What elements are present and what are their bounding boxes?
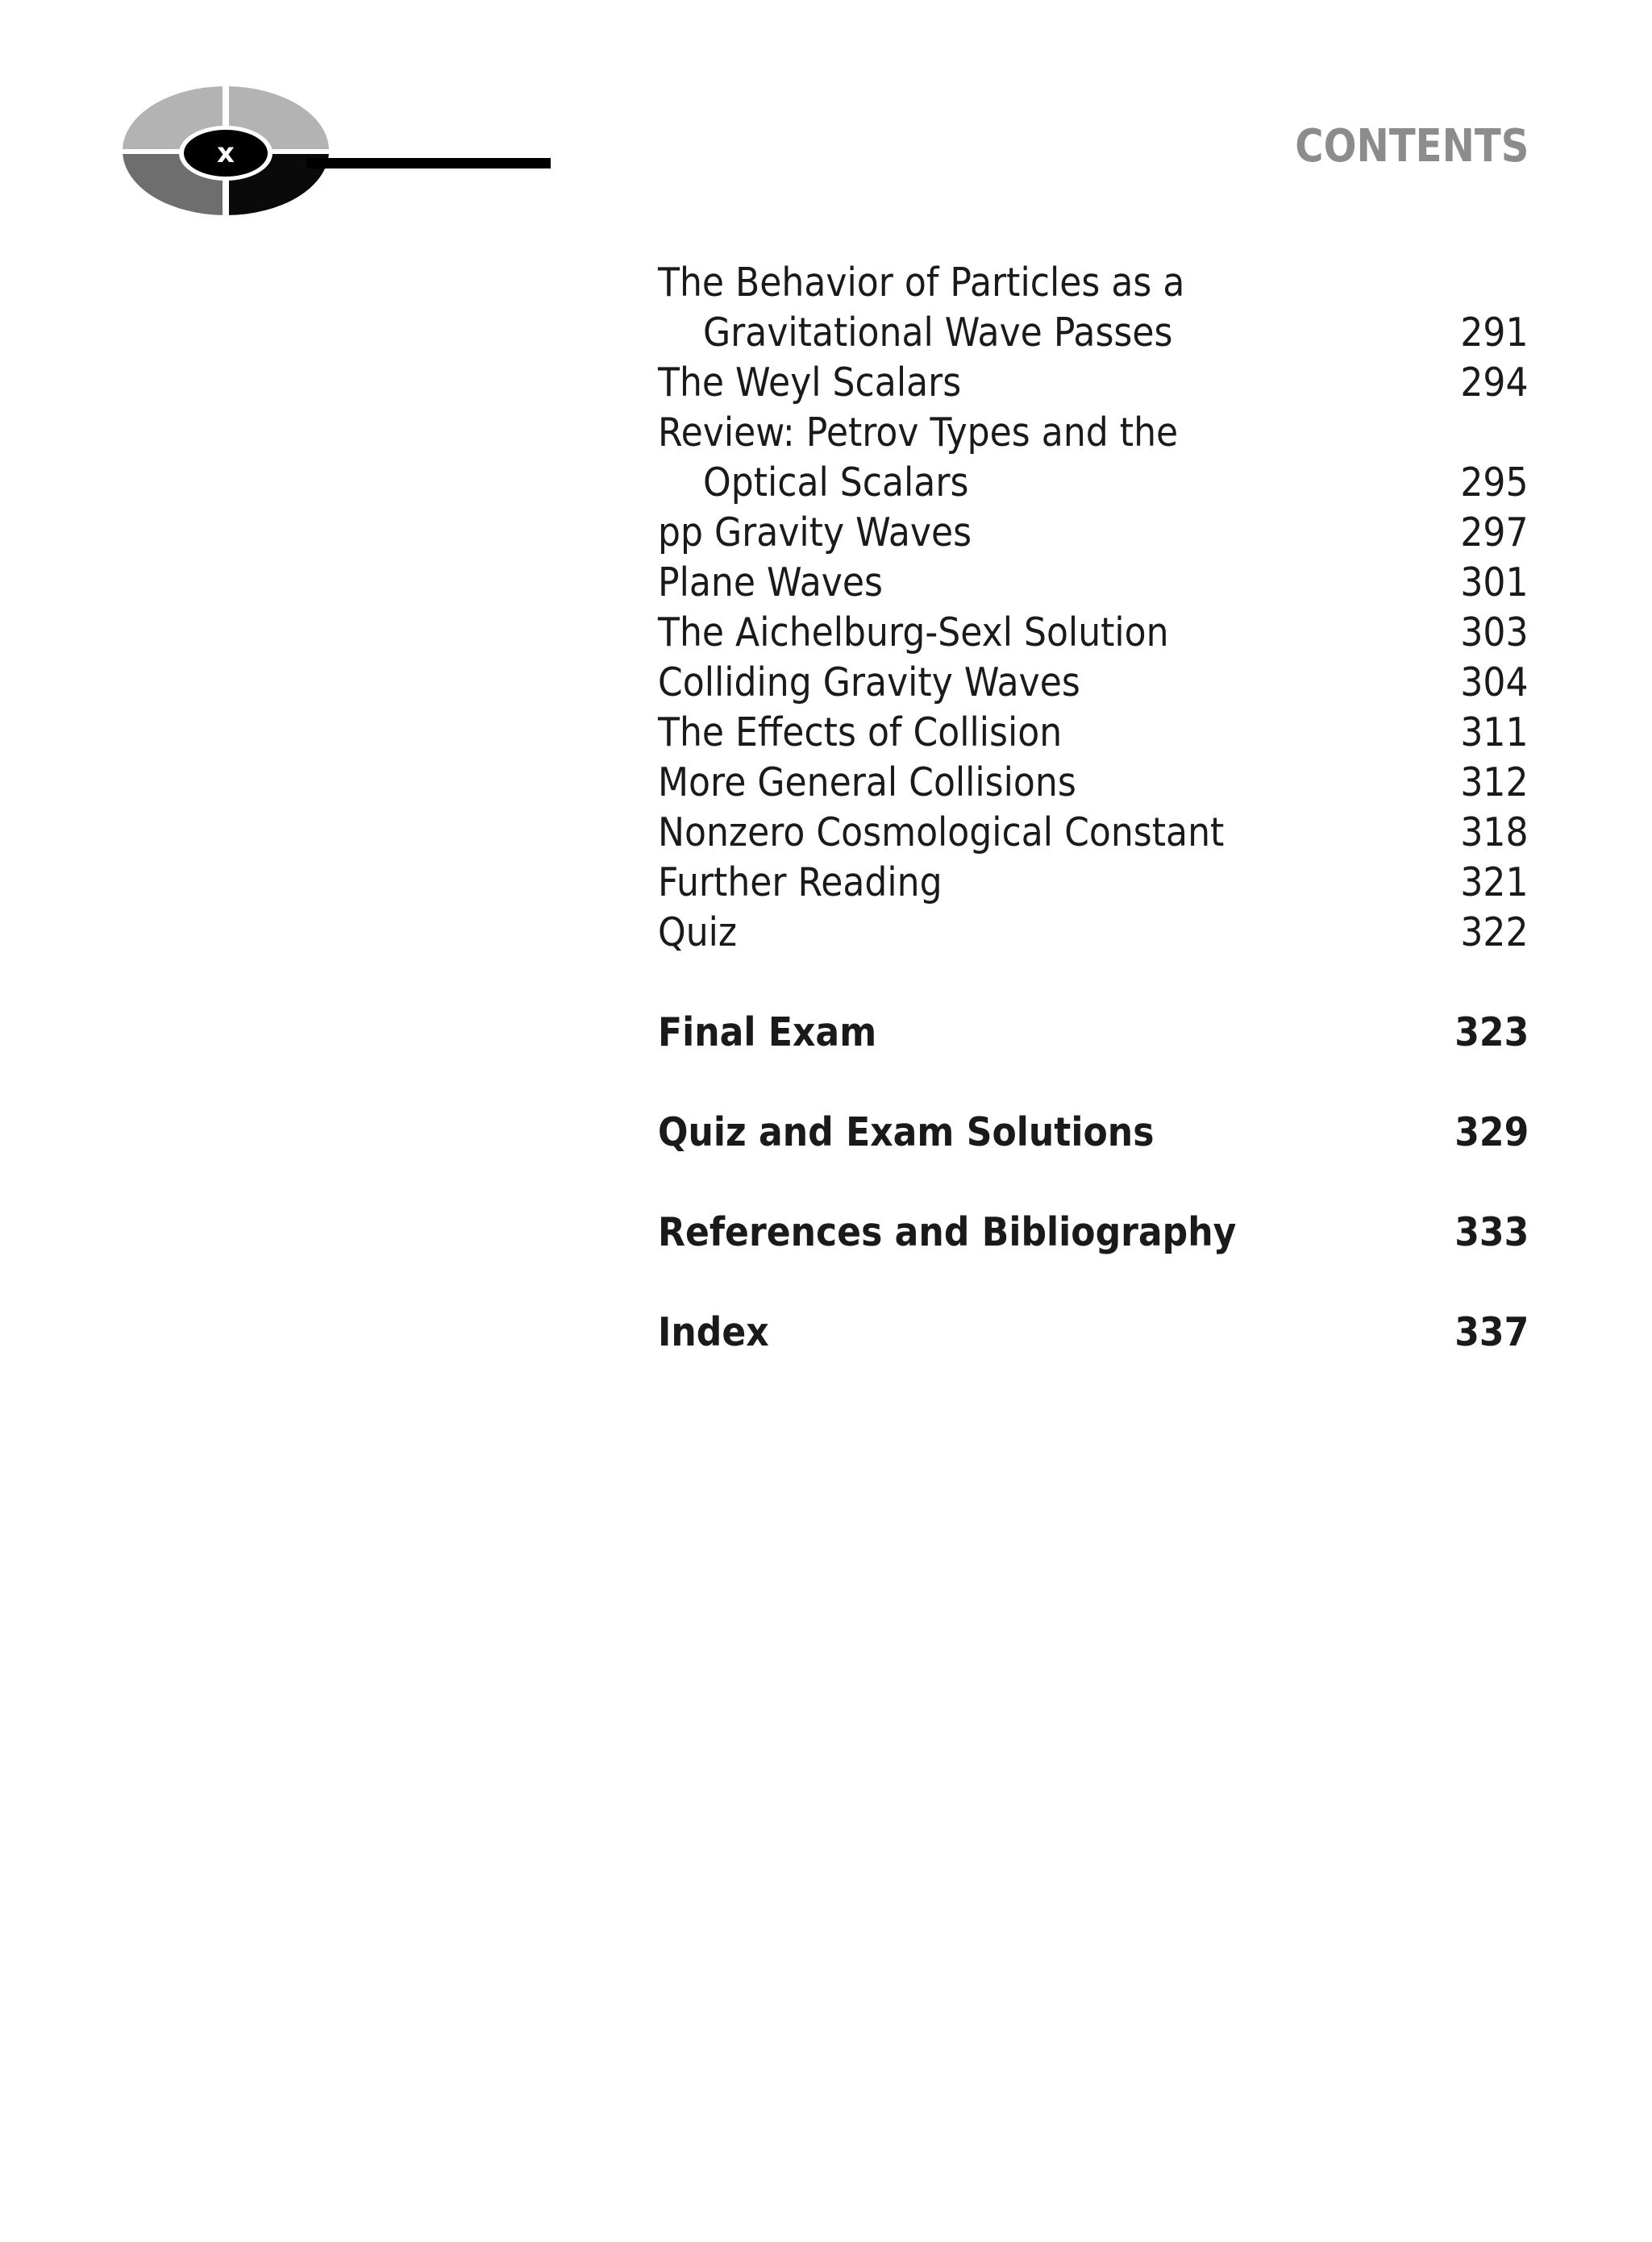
toc-entry-title-line: Gravitational Wave Passes bbox=[703, 310, 1173, 356]
toc-entry[interactable] bbox=[658, 658, 1529, 708]
toc-entry-title bbox=[658, 1008, 1529, 1058]
toc-entry-page: 333 bbox=[1454, 1209, 1529, 1255]
toc-entry-title-line: Review: Petrov Types and the bbox=[658, 410, 1179, 455]
toc-entry-page: 291 bbox=[1460, 310, 1529, 356]
toc-entry-title bbox=[658, 1308, 1529, 1358]
toc-entry-title-line: Index bbox=[658, 1309, 769, 1355]
toc-entry-page: 312 bbox=[1460, 759, 1529, 805]
toc-major-entry[interactable] bbox=[658, 1108, 1529, 1158]
toc-entry-title bbox=[658, 258, 1529, 358]
toc-entry-title-line: Quiz bbox=[658, 909, 738, 955]
toc-entry-title bbox=[658, 708, 1529, 758]
toc-entry-page: 297 bbox=[1460, 510, 1529, 555]
toc-entry-title-line: Nonzero Cosmological Constant bbox=[658, 809, 1225, 855]
toc-entry-title-line: The Weyl Scalars bbox=[658, 360, 962, 406]
toc-entry-page: 337 bbox=[1454, 1309, 1529, 1355]
toc-entry-page: 318 bbox=[1460, 809, 1529, 855]
toc-entry-title-line: The Behavior of Particles as a bbox=[658, 260, 1185, 306]
toc-entry[interactable] bbox=[658, 908, 1529, 958]
toc-entry[interactable] bbox=[658, 508, 1529, 558]
toc-entry-title bbox=[658, 1208, 1529, 1258]
toc-entry-title bbox=[658, 1108, 1529, 1158]
toc-major-entry[interactable] bbox=[658, 1308, 1529, 1358]
toc-entry[interactable] bbox=[658, 258, 1529, 358]
toc-entry-page: 321 bbox=[1460, 859, 1529, 905]
toc-entry-title-line: References and Bibliography bbox=[658, 1209, 1237, 1255]
toc-entry-title-line: Further Reading bbox=[658, 859, 943, 905]
toc-major-entry[interactable] bbox=[658, 1008, 1529, 1058]
toc-entry-page: 304 bbox=[1460, 659, 1529, 705]
toc-entry[interactable] bbox=[658, 558, 1529, 608]
toc-entry-title-line: Optical Scalars bbox=[703, 460, 969, 505]
toc-entry-title bbox=[658, 508, 1529, 558]
toc-entry-title-line: The Effects of Collision bbox=[658, 709, 1063, 755]
page-number: x bbox=[217, 137, 235, 169]
toc-entry-page: 323 bbox=[1454, 1009, 1529, 1055]
toc-entry[interactable] bbox=[658, 408, 1529, 508]
toc-entry-page: 294 bbox=[1460, 360, 1529, 406]
header-rule bbox=[306, 158, 551, 168]
toc-entry[interactable] bbox=[658, 758, 1529, 808]
toc-entry[interactable] bbox=[658, 358, 1529, 408]
toc-major-entry[interactable] bbox=[658, 1208, 1529, 1258]
page-header bbox=[0, 0, 1652, 242]
toc-entry-page: 329 bbox=[1454, 1109, 1529, 1155]
running-title: CONTENTS bbox=[1294, 120, 1529, 173]
toc-entry-title bbox=[658, 608, 1529, 658]
toc-entry-title bbox=[658, 558, 1529, 608]
toc-entry-page: 301 bbox=[1460, 559, 1529, 605]
toc-entry-title-line: The Aichelburg-Sexl Solution bbox=[658, 609, 1169, 655]
toc-entry-title-line: More General Collisions bbox=[658, 759, 1076, 805]
toc-entry-page: 303 bbox=[1460, 609, 1529, 655]
toc-entry-title-line: Plane Waves bbox=[658, 559, 883, 605]
toc-entry-title bbox=[658, 658, 1529, 708]
toc-entry-title bbox=[658, 358, 1529, 408]
toc-entry-title-line: Colliding Gravity Waves bbox=[658, 659, 1080, 705]
toc-entry-title-line: pp Gravity Waves bbox=[658, 510, 972, 555]
toc-entry-title-line: Quiz and Exam Solutions bbox=[658, 1109, 1155, 1155]
toc-entry-title bbox=[658, 758, 1529, 808]
toc-entry-page: 322 bbox=[1460, 909, 1529, 955]
toc-entry-page: 311 bbox=[1460, 709, 1529, 755]
toc-entry-page: 295 bbox=[1460, 460, 1529, 505]
toc-entry-title-line: Final Exam bbox=[658, 1009, 877, 1055]
toc-entry-title bbox=[658, 808, 1529, 858]
toc-entry[interactable] bbox=[658, 808, 1529, 858]
table-of-contents bbox=[658, 258, 1529, 1358]
toc-entry[interactable] bbox=[658, 608, 1529, 658]
toc-entry-title bbox=[658, 408, 1529, 508]
toc-entry[interactable] bbox=[658, 858, 1529, 908]
toc-entry[interactable] bbox=[658, 708, 1529, 758]
toc-entry-title bbox=[658, 908, 1529, 958]
toc-entry-title bbox=[658, 858, 1529, 908]
